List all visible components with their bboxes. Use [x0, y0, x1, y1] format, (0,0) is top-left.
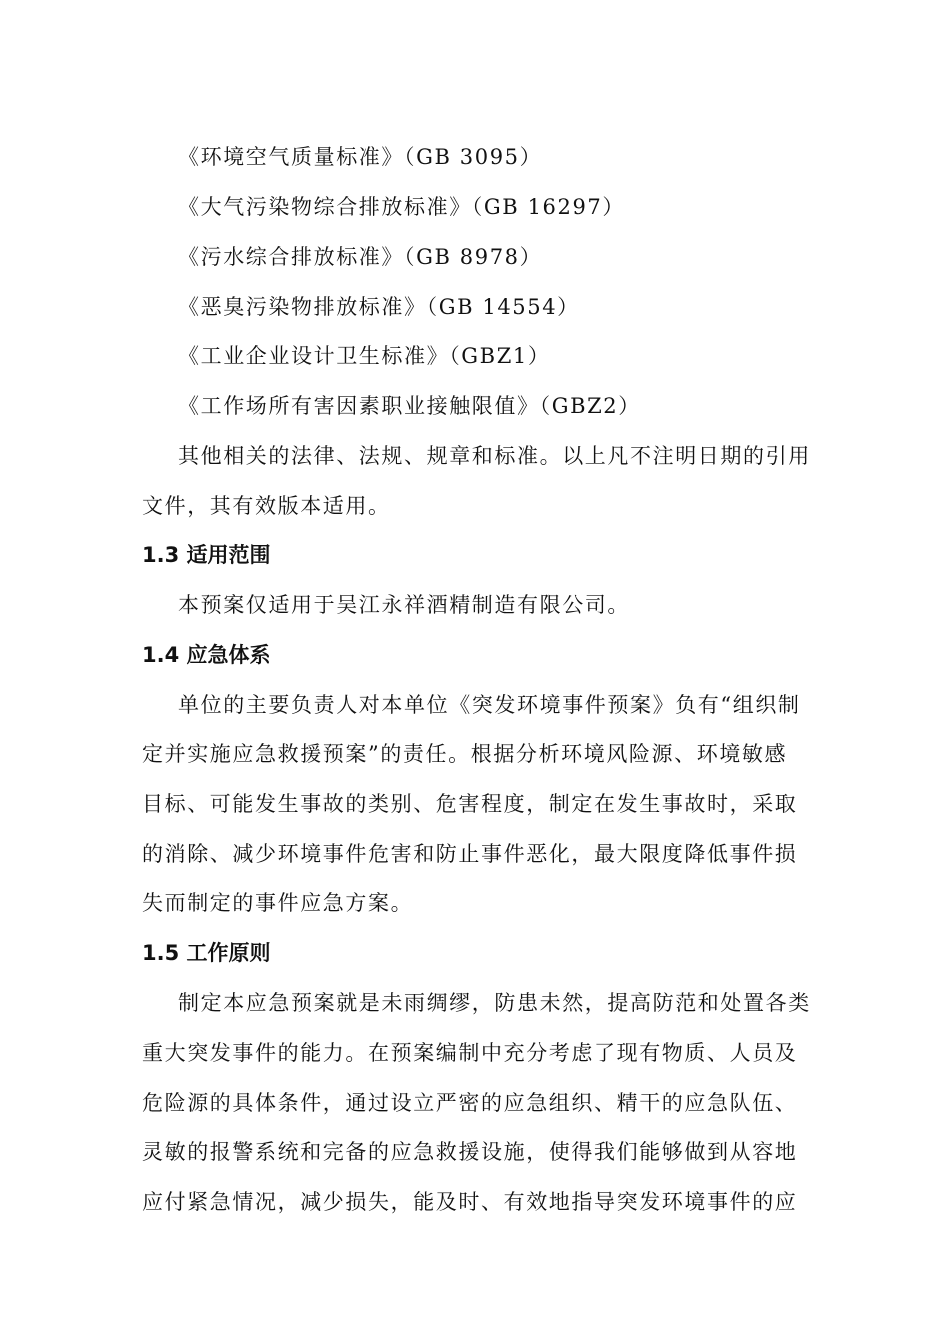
reference-item: 《污水综合排放标准》（GB 8978） [178, 245, 543, 269]
reference-item: 《环境空气质量标准》（GB 3095） [178, 145, 543, 169]
paragraph-line: 危险源的具体条件，通过设立严密的应急组织、精干的应急队伍、 [142, 1091, 798, 1115]
section-heading: 1.4 应急体系 [142, 643, 271, 667]
paragraph-line: 灵敏的报警系统和完备的应急救援设施，使得我们能够做到从容地 [142, 1140, 798, 1164]
reference-item: 《大气污染物综合排放标准》（GB 16297） [178, 195, 625, 219]
paragraph-line: 制定本应急预案就是未雨绸缪，防患未然，提高防范和处置各类 [178, 991, 811, 1015]
paragraph-line: 应付紧急情况，减少损失，能及时、有效地指导突发环境事件的应 [142, 1190, 798, 1214]
paragraph-line: 目标、可能发生事故的类别、危害程度，制定在发生事故时，采取 [142, 792, 798, 816]
paragraph-line: 重大突发事件的能力。在预案编制中充分考虑了现有物质、人员及 [142, 1041, 798, 1065]
section-heading: 1.5 工作原则 [142, 941, 271, 965]
paragraph-line: 文件，其有效版本适用。 [142, 494, 391, 518]
paragraph-line: 失而制定的事件应急方案。 [142, 891, 414, 915]
section-heading: 1.3 适用范围 [142, 543, 271, 567]
paragraph-line: 的消除、减少环境事件危害和防止事件恶化，最大限度降低事件损 [142, 842, 798, 866]
paragraph-line: 其他相关的法律、法规、规章和标准。以上凡不注明日期的引用 [178, 444, 811, 468]
paragraph-line: 本预案仅适用于吴江永祥酒精制造有限公司。 [178, 593, 630, 617]
paragraph-line: 单位的主要负责人对本单位《突发环境事件预案》负有“组织制 [178, 693, 801, 717]
reference-item: 《工业企业设计卫生标准》（GBZ1） [178, 344, 551, 368]
reference-item: 《恶臭污染物排放标准》（GB 14554） [178, 295, 580, 319]
paragraph-line: 定并实施应急救援预案”的责任。根据分析环境风险源、环境敏感 [142, 742, 788, 766]
reference-item: 《工作场所有害因素职业接触限值》（GBZ2） [178, 394, 641, 418]
